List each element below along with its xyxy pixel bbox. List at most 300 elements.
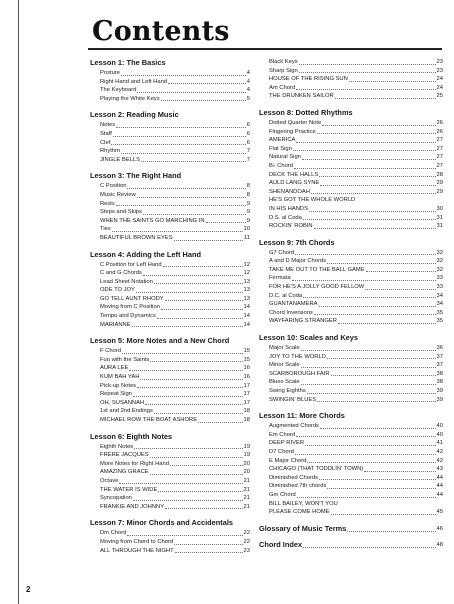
- dot-leader: [301, 367, 436, 368]
- toc-entry-page: 42: [436, 457, 443, 464]
- dot-leader: [335, 98, 436, 99]
- toc-entry-page: 19: [243, 443, 250, 450]
- dot-leader: [292, 280, 436, 281]
- toc-entry-label: Minor Scale: [269, 362, 300, 369]
- toc-entry[interactable]: [90, 347, 250, 356]
- dot-leader: [303, 547, 435, 548]
- toc-entry-page: 44: [436, 474, 443, 481]
- toc-top-entry-label: Chord Index: [259, 539, 303, 549]
- toc-entry[interactable]: [259, 457, 443, 466]
- toc-entry-label: Augmented Chords: [269, 423, 319, 430]
- dot-leader: [331, 514, 436, 515]
- toc-entry[interactable]: [259, 431, 443, 440]
- dot-leader: [127, 535, 242, 536]
- toc-entry[interactable]: [259, 482, 443, 491]
- toc-entry[interactable]: [259, 309, 443, 318]
- dot-leader: [297, 497, 436, 498]
- toc-entry-page: 16: [243, 374, 250, 381]
- dot-leader: [296, 89, 435, 90]
- dot-leader: [327, 358, 436, 359]
- section-title: Lesson 11: More Chords: [259, 411, 345, 421]
- toc-entry-label: BILL BAILEY, WON'T YOU: [269, 500, 338, 507]
- toc-entry-page: 38: [436, 379, 443, 386]
- toc-entry[interactable]: [90, 416, 250, 425]
- dot-leader: [121, 153, 246, 154]
- toc-entry[interactable]: [90, 139, 250, 148]
- toc-entry[interactable]: [90, 200, 250, 209]
- toc-entry-page: 44: [436, 483, 443, 490]
- dot-leader: [320, 428, 436, 429]
- toc-entry-label: Tempo and Dynamics: [100, 313, 156, 320]
- dot-leader: [309, 211, 436, 212]
- toc-entry[interactable]: [259, 214, 443, 223]
- toc-entry-label: Playing the White Keys: [100, 95, 160, 102]
- toc-section: [90, 250, 250, 330]
- toc-entry-label: TAKE ME OUT TO THE BALL GAME: [269, 266, 365, 273]
- toc-entry[interactable]: [259, 422, 443, 431]
- toc-top-entry[interactable]: [259, 540, 443, 550]
- toc-entry-label: THE DRUNKEN SAILOR: [269, 93, 334, 100]
- toc-entry[interactable]: [259, 361, 443, 370]
- toc-entry-page: 20: [243, 460, 250, 467]
- toc-entry[interactable]: [259, 370, 443, 379]
- toc-entry[interactable]: [259, 136, 443, 145]
- toc-entry[interactable]: [259, 465, 443, 474]
- toc-entry-label: C Position for Left Hand: [100, 261, 162, 268]
- toc-entry[interactable]: [259, 153, 443, 162]
- toc-entry-label: IN HIS HANDS: [269, 205, 308, 212]
- toc-entry-label: Fermata: [269, 275, 291, 282]
- toc-entry-label: ALL THROUGH THE NIGHT: [100, 547, 174, 554]
- toc-entry-label: Moving from C Position: [100, 304, 160, 311]
- toc-section: [90, 518, 250, 555]
- dot-leader: [133, 396, 243, 397]
- dot-leader: [143, 214, 246, 215]
- toc-entry[interactable]: [259, 491, 443, 500]
- toc-entry[interactable]: [259, 128, 443, 137]
- toc-entry[interactable]: [90, 356, 250, 365]
- dot-leader: [133, 500, 243, 501]
- toc-entry[interactable]: [259, 92, 443, 101]
- title-rule: [88, 48, 442, 50]
- toc-entry-page: 27: [436, 162, 443, 169]
- toc-entry[interactable]: [90, 261, 250, 270]
- toc-entry-label: Posture: [100, 70, 120, 76]
- toc-entry-label: Moving from Chord to Chord: [100, 538, 174, 545]
- toc-entry-page: 37: [436, 362, 443, 369]
- toc-entry-label: SHENANDOAH: [269, 188, 310, 195]
- toc-entry-label: SCARBOROUGH FAIR: [269, 370, 330, 377]
- toc-section: [259, 108, 443, 231]
- dot-leader: [299, 72, 436, 73]
- toc-entry[interactable]: [90, 217, 250, 226]
- toc-entry-page: 29: [436, 188, 443, 195]
- toc-entry-page: 8: [246, 191, 250, 198]
- dot-leader: [174, 544, 242, 545]
- toc-entry-page: 13: [243, 278, 250, 285]
- dot-leader: [347, 531, 435, 532]
- toc-entry-label: Natural Sign: [269, 154, 301, 161]
- toc-entry[interactable]: [90, 95, 250, 104]
- dot-leader: [137, 197, 246, 198]
- dot-leader: [364, 471, 435, 472]
- dot-leader: [150, 474, 243, 475]
- toc-section: [259, 333, 443, 404]
- dot-leader: [122, 353, 243, 354]
- toc-entry[interactable]: [90, 373, 250, 382]
- toc-entry[interactable]: [259, 448, 443, 457]
- toc-entry[interactable]: [90, 286, 250, 295]
- toc-entry[interactable]: [90, 486, 250, 495]
- toc-entry[interactable]: [259, 344, 443, 353]
- dot-leader: [311, 193, 436, 194]
- toc-entry[interactable]: [259, 300, 443, 309]
- toc-entry-page: 9: [246, 217, 250, 224]
- toc-entry[interactable]: [259, 266, 443, 275]
- toc-entry[interactable]: [90, 494, 250, 503]
- dot-leader: [116, 127, 246, 128]
- toc-entry[interactable]: [259, 67, 443, 76]
- dot-leader: [307, 393, 436, 394]
- toc-entry-page: 7: [246, 148, 250, 155]
- toc-entry-label: MICHAEL ROW THE BOAT ASHORE: [100, 417, 198, 423]
- toc-entry-page: 6: [246, 139, 250, 146]
- toc-entry[interactable]: [90, 477, 250, 486]
- toc-section: [90, 110, 250, 164]
- toc-entry[interactable]: [90, 399, 250, 408]
- toc-entry-page: 35: [436, 309, 443, 316]
- toc-entry-label: Music Review: [100, 191, 136, 198]
- toc-entry-label: Sharp Sign: [269, 67, 298, 74]
- dot-leader: [119, 483, 242, 484]
- toc-entry[interactable]: [259, 439, 443, 448]
- toc-entry[interactable]: [90, 147, 250, 156]
- dot-leader: [134, 448, 242, 449]
- toc-entry[interactable]: [90, 321, 250, 330]
- toc-entry[interactable]: [90, 407, 250, 416]
- toc-entry-page: 27: [436, 145, 443, 152]
- toc-entry-page: 21: [243, 495, 250, 502]
- toc-entry[interactable]: [90, 269, 250, 278]
- dot-leader: [301, 384, 436, 385]
- toc-entry-label: ODE TO JOY: [100, 287, 135, 294]
- toc-entry-page: 4: [246, 87, 250, 94]
- dot-leader: [111, 144, 245, 145]
- dot-leader: [174, 240, 243, 241]
- dot-leader: [365, 289, 435, 290]
- toc-entry[interactable]: [90, 208, 250, 217]
- toc-entry-label: Clef: [100, 139, 111, 146]
- dot-leader: [317, 401, 435, 402]
- toc-entry-label: F Chord: [100, 348, 121, 355]
- toc-entry-page: 17: [243, 399, 250, 406]
- toc-entry-label: 1st and 2nd Endings: [100, 408, 153, 415]
- dot-leader: [198, 422, 242, 423]
- toc-entry[interactable]: [259, 162, 443, 171]
- toc-entry-page: 15: [243, 356, 250, 363]
- dot-leader: [157, 318, 243, 319]
- dot-leader: [295, 254, 435, 255]
- section-title: Lesson 4: Adding the Left Hand: [90, 249, 201, 259]
- toc-entry-label: SWINGIN' BLUES: [269, 396, 317, 403]
- toc-entry[interactable]: [90, 182, 250, 191]
- page-number: 2: [26, 585, 31, 594]
- toc-entry-page: 4: [246, 70, 250, 76]
- toc-entry-label: Major Scale: [269, 345, 300, 352]
- toc-entry-label: THE WATER IS WIDE: [100, 486, 158, 493]
- dot-leader: [136, 292, 243, 293]
- toc-entry[interactable]: [259, 378, 443, 387]
- toc-entry-page: 22: [243, 530, 250, 537]
- toc-entry[interactable]: [90, 69, 250, 78]
- toc-entry-page: 9: [246, 209, 250, 216]
- toc-entry-page: 34: [436, 292, 443, 299]
- toc-entry-page: 17: [243, 382, 250, 389]
- toc-top-entry[interactable]: [259, 524, 443, 534]
- dot-leader: [165, 508, 242, 509]
- toc-entry[interactable]: [90, 390, 250, 399]
- toc-entry-page: 8: [246, 183, 250, 190]
- dot-leader: [303, 219, 436, 220]
- toc-entry-page: 26: [436, 119, 443, 126]
- toc-entry[interactable]: [90, 364, 250, 373]
- toc-entry-label: Pick-up Notes: [100, 382, 137, 389]
- dot-leader: [175, 552, 243, 553]
- toc-entry-page: 6: [246, 122, 250, 129]
- dot-leader: [296, 142, 435, 143]
- toc-entry[interactable]: [90, 460, 250, 469]
- toc-entry[interactable]: [259, 474, 443, 483]
- dot-leader: [293, 150, 436, 151]
- section-title: Lesson 8: Dotted Rhythms: [259, 107, 353, 117]
- dot-leader: [296, 436, 435, 437]
- toc-entry-label: KUM BAH YAH: [100, 374, 140, 381]
- toc-section: [259, 58, 443, 101]
- toc-entry[interactable]: [90, 382, 250, 391]
- toc-entry[interactable]: [90, 86, 250, 95]
- toc-entry[interactable]: [259, 283, 443, 292]
- toc-entry[interactable]: [90, 468, 250, 477]
- dot-leader: [349, 81, 436, 82]
- toc-entry[interactable]: [259, 196, 443, 205]
- toc-entry[interactable]: [90, 234, 250, 243]
- toc-entry[interactable]: [90, 547, 250, 556]
- toc-entry-label: OH, SUSANNAH: [100, 399, 145, 406]
- dot-leader: [301, 350, 436, 351]
- toc-entry-label: Fun with the Saints: [100, 356, 150, 363]
- dot-leader: [366, 271, 436, 272]
- toc-entry-page: 35: [436, 318, 443, 325]
- dot-leader: [137, 92, 245, 93]
- dot-leader: [307, 462, 435, 463]
- toc-entry-page: 29: [436, 180, 443, 187]
- toc-top-entry-page: 46: [436, 525, 443, 532]
- toc-entry-label: Blues Scale: [269, 379, 300, 386]
- dot-leader: [158, 491, 242, 492]
- toc-entry-label: Fingering Practice: [269, 128, 316, 135]
- toc-entry[interactable]: [90, 225, 250, 234]
- toc-entry[interactable]: [259, 317, 443, 326]
- toc-entry-page: 32: [436, 266, 443, 273]
- toc-entry[interactable]: [259, 171, 443, 180]
- dot-leader: [165, 300, 243, 301]
- toc-entry[interactable]: [259, 508, 443, 517]
- toc-entry[interactable]: [259, 274, 443, 283]
- toc-entry[interactable]: [259, 84, 443, 93]
- section-title: Lesson 6: Eighth Notes: [90, 431, 173, 441]
- dot-leader: [161, 309, 243, 310]
- toc-entry-label: Flat Sign: [269, 145, 292, 152]
- toc-entry-page: 14: [243, 313, 250, 320]
- toc-entry-label: G7 Chord: [269, 249, 295, 256]
- dot-leader: [161, 100, 246, 101]
- toc-entry-page: 40: [436, 423, 443, 430]
- toc-entry[interactable]: [259, 145, 443, 154]
- dot-leader: [320, 185, 435, 186]
- toc-entry[interactable]: [90, 121, 250, 130]
- toc-entry[interactable]: [90, 529, 250, 538]
- dot-leader: [154, 413, 243, 414]
- toc-entry-label: Ties: [100, 226, 111, 233]
- toc-entry-label: Right Hand and Left Hand: [100, 78, 168, 85]
- toc-entry-label: B♭ Chord: [269, 162, 293, 169]
- toc-entry-label: FRÈRE JACQUES: [100, 452, 149, 459]
- toc-entry-page: 33: [436, 275, 443, 282]
- dot-leader: [295, 454, 436, 455]
- toc-entry-label: Gm Chord: [269, 491, 296, 498]
- toc-entry[interactable]: [259, 222, 443, 231]
- page-title: Contents: [92, 16, 230, 47]
- toc-entry[interactable]: [90, 503, 250, 512]
- toc-entry-label: AMERICA: [269, 137, 296, 144]
- toc-entry-label: Octave: [100, 477, 119, 484]
- toc-entry-label: Rhythm: [100, 148, 120, 155]
- toc-entry[interactable]: [90, 191, 250, 200]
- toc-entry-label: D.S. al Coda: [269, 214, 302, 221]
- toc-section: [90, 171, 250, 242]
- dot-leader: [319, 479, 436, 480]
- toc-entry[interactable]: [259, 396, 443, 405]
- toc-entry-label: DEEP RIVER: [269, 440, 305, 447]
- toc-entry-page: 5: [246, 95, 250, 102]
- toc-entry-label: JOY TO THE WORLD: [269, 353, 326, 360]
- toc-entry-label: BEAUTIFUL BROWN EYES: [100, 234, 173, 241]
- toc-entry-page: 24: [436, 76, 443, 83]
- toc-entry[interactable]: [259, 188, 443, 197]
- toc-entry[interactable]: [90, 312, 250, 321]
- section-title: Lesson 5: More Notes and a New Chord: [90, 336, 230, 346]
- toc-entry[interactable]: [90, 78, 250, 87]
- toc-entry[interactable]: [259, 500, 443, 509]
- toc-entry-page: 39: [436, 396, 443, 403]
- toc-entry[interactable]: [90, 451, 250, 460]
- toc-entry-page: 43: [436, 466, 443, 473]
- toc-entry-page: 9: [246, 200, 250, 207]
- toc-entry[interactable]: [90, 295, 250, 304]
- contents-left-column: [90, 58, 250, 562]
- toc-entry-page: 10: [243, 226, 250, 233]
- toc-entry[interactable]: [90, 156, 250, 165]
- toc-entry-page: 24: [436, 84, 443, 91]
- toc-top-entry-label: Glossary of Music Terms: [259, 523, 347, 533]
- dot-leader: [206, 222, 246, 223]
- toc-entry-page: 44: [436, 491, 443, 498]
- toc-entry[interactable]: [259, 179, 443, 188]
- toc-entry-label: Syncopation: [100, 495, 132, 502]
- toc-entry[interactable]: [259, 249, 443, 258]
- toc-entry[interactable]: [259, 257, 443, 266]
- toc-entry-label: GUANTANAMERA: [269, 301, 318, 308]
- dot-leader: [327, 488, 435, 489]
- dot-leader: [145, 404, 242, 405]
- toc-entry-label: The Keyboard: [100, 87, 137, 94]
- dot-leader: [294, 168, 436, 169]
- toc-entry-page: 23: [436, 67, 443, 74]
- toc-entry-label: FRANKIE AND JOHNNY: [100, 503, 165, 510]
- toc-entry-label: More Notes for Right Hand: [100, 460, 169, 467]
- toc-entry-page: 40: [436, 431, 443, 438]
- dot-leader: [314, 314, 436, 315]
- toc-entry-page: 6: [246, 130, 250, 137]
- dot-leader: [127, 188, 245, 189]
- toc-entry[interactable]: [259, 58, 443, 67]
- toc-entry[interactable]: [259, 387, 443, 396]
- toc-entry-label: Repeat Sign: [100, 391, 132, 398]
- dot-leader: [113, 136, 246, 137]
- toc-entry-label: AURA LEE: [100, 365, 129, 372]
- toc-entry-label: E Major Chord: [269, 457, 307, 464]
- toc-entry-label: Black Keys: [269, 59, 298, 65]
- toc-entry[interactable]: [90, 130, 250, 139]
- dot-leader: [338, 323, 436, 324]
- toc-entry[interactable]: [259, 205, 443, 214]
- toc-entry-label: MARIANNE: [100, 321, 131, 328]
- toc-entry-label: Eighth Notes: [100, 443, 134, 450]
- toc-entry-page: 32: [436, 258, 443, 265]
- toc-entry-page: 14: [243, 304, 250, 311]
- toc-entry-label: WAYFARING STRANGER: [269, 318, 337, 325]
- dot-leader: [299, 64, 436, 65]
- toc-section: [90, 336, 250, 424]
- toc-entry[interactable]: [90, 538, 250, 547]
- toc-entry-label: Rests: [100, 200, 115, 207]
- toc-entry-label: AULD LANG SYNE: [269, 180, 320, 187]
- toc-entry[interactable]: [259, 292, 443, 301]
- toc-entry-page: 23: [436, 59, 443, 65]
- toc-entry-label: FOR HE'S A JOLLY GOOD FELLOW: [269, 284, 365, 291]
- toc-entry[interactable]: [259, 75, 443, 84]
- dot-leader: [143, 275, 243, 276]
- toc-entry-page: 16: [243, 365, 250, 372]
- toc-entry-page: 42: [436, 448, 443, 455]
- toc-entry-page: 21: [243, 503, 250, 510]
- toc-entry-page: 26: [436, 128, 443, 135]
- dot-leader: [129, 370, 242, 371]
- dot-leader: [170, 465, 243, 466]
- section-title: Lesson 3: The Right Hand: [90, 171, 182, 181]
- toc-entry-page: 31: [436, 223, 443, 230]
- toc-entry[interactable]: [90, 303, 250, 312]
- toc-entry[interactable]: [90, 443, 250, 452]
- toc-entry[interactable]: [259, 353, 443, 362]
- toc-top-entry-page: 48: [436, 541, 443, 548]
- toc-entry[interactable]: [90, 278, 250, 287]
- toc-entry[interactable]: [259, 119, 443, 128]
- toc-entry-label: Dotted Quarter Note: [269, 119, 322, 126]
- toc-section: [90, 432, 250, 512]
- dot-leader: [319, 176, 435, 177]
- dot-leader: [150, 457, 243, 458]
